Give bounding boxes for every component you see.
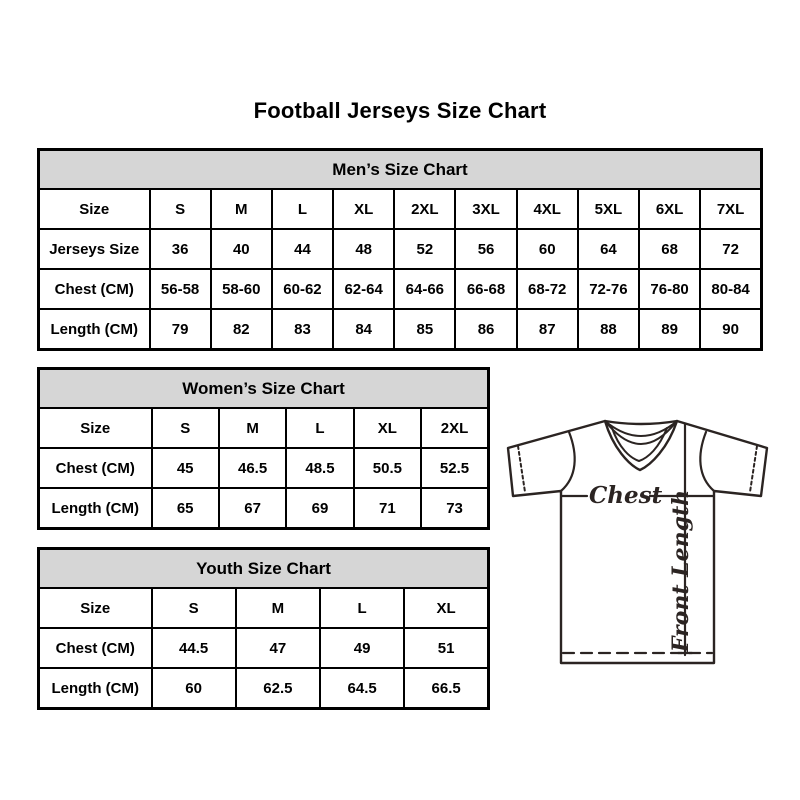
cell: L (320, 588, 404, 628)
cell: 60-62 (272, 269, 333, 309)
cell: 62-64 (333, 269, 394, 309)
cell: 48.5 (286, 448, 353, 488)
cell: 40 (211, 229, 272, 269)
jersey-outline-shape (508, 421, 767, 663)
cell: 60 (152, 668, 236, 709)
cell: XL (333, 189, 394, 229)
cell: 60 (517, 229, 578, 269)
cell: 85 (394, 309, 455, 350)
cell: M (236, 588, 320, 628)
cell: 56-58 (150, 269, 211, 309)
chest-label: Chest (589, 482, 663, 509)
table-row (39, 229, 762, 269)
cell: 88 (578, 309, 639, 350)
cell: 50.5 (354, 448, 421, 488)
table-row (39, 309, 762, 350)
cell: 52 (394, 229, 455, 269)
table-row (39, 588, 489, 628)
cell: 56 (455, 229, 516, 269)
cell: 90 (700, 309, 761, 350)
cell: S (152, 588, 236, 628)
cell: 36 (150, 229, 211, 269)
page-title: Football Jerseys Size Chart (253, 98, 547, 123)
cell: 82 (211, 309, 272, 350)
cell: 72 (700, 229, 761, 269)
cell: 64-66 (394, 269, 455, 309)
right-armhole-seam (700, 432, 714, 491)
cell: 73 (421, 488, 488, 529)
cell: 76-80 (639, 269, 700, 309)
cell: 6XL (639, 189, 700, 229)
cell: 68 (639, 229, 700, 269)
cell: 89 (639, 309, 700, 350)
row-label: Size (39, 588, 152, 628)
cell: 64.5 (320, 668, 404, 709)
cell: 2XL (421, 408, 488, 448)
table-row (39, 668, 489, 709)
front-length-label: Front Length (668, 489, 694, 653)
row-label: Length (CM) (39, 488, 152, 529)
cell: 84 (333, 309, 394, 350)
cell: 62.5 (236, 668, 320, 709)
table-row (39, 488, 489, 529)
row-label: Chest (CM) (39, 269, 150, 309)
cell: 66.5 (404, 668, 488, 709)
mens-size-table (37, 148, 763, 351)
cell: 5XL (578, 189, 639, 229)
cell: S (152, 408, 219, 448)
cell: 52.5 (421, 448, 488, 488)
cell: 67 (219, 488, 286, 529)
right-cuff-stitch-line (750, 446, 757, 492)
cell: 87 (517, 309, 578, 350)
cell: 68-72 (517, 269, 578, 309)
cell: 80-84 (700, 269, 761, 309)
table-row (39, 448, 489, 488)
cell: 3XL (455, 189, 516, 229)
table-row (39, 269, 762, 309)
cell: 64 (578, 229, 639, 269)
row-label: Length (CM) (39, 309, 150, 350)
table-header: Women’s Size Chart (39, 369, 489, 409)
table-row (39, 408, 489, 448)
left-armhole-seam (561, 432, 575, 491)
table-row (39, 189, 762, 229)
row-label: Jerseys Size (39, 229, 150, 269)
cell: 4XL (517, 189, 578, 229)
cell: L (272, 189, 333, 229)
row-label: Size (39, 189, 150, 229)
cell: M (219, 408, 286, 448)
cell: 66-68 (455, 269, 516, 309)
row-label: Length (CM) (39, 668, 152, 709)
cell: 49 (320, 628, 404, 668)
youth-size-table (37, 547, 490, 710)
cell: XL (404, 588, 488, 628)
cell: 2XL (394, 189, 455, 229)
left-cuff-stitch-line (518, 446, 525, 492)
cell: L (286, 408, 353, 448)
cell: 51 (404, 628, 488, 668)
cell: M (211, 189, 272, 229)
cell: 46.5 (219, 448, 286, 488)
cell: XL (354, 408, 421, 448)
cell: 79 (150, 309, 211, 350)
cell: 86 (455, 309, 516, 350)
cell: 47 (236, 628, 320, 668)
cell: 44 (272, 229, 333, 269)
cell: 58-60 (211, 269, 272, 309)
row-label: Chest (CM) (39, 448, 152, 488)
cell: 7XL (700, 189, 761, 229)
cell: 48 (333, 229, 394, 269)
row-label: Size (39, 408, 152, 448)
cell: 45 (152, 448, 219, 488)
jersey-diagram (500, 408, 772, 670)
cell: 71 (354, 488, 421, 529)
womens-size-table (37, 367, 490, 530)
cell: 44.5 (152, 628, 236, 668)
table-header: Youth Size Chart (39, 549, 489, 589)
table-row (39, 628, 489, 668)
cell: 69 (286, 488, 353, 529)
cell: S (150, 189, 211, 229)
cell: 65 (152, 488, 219, 529)
cell: 83 (272, 309, 333, 350)
table-header: Men’s Size Chart (39, 150, 762, 190)
row-label: Chest (CM) (39, 628, 152, 668)
cell: 72-76 (578, 269, 639, 309)
